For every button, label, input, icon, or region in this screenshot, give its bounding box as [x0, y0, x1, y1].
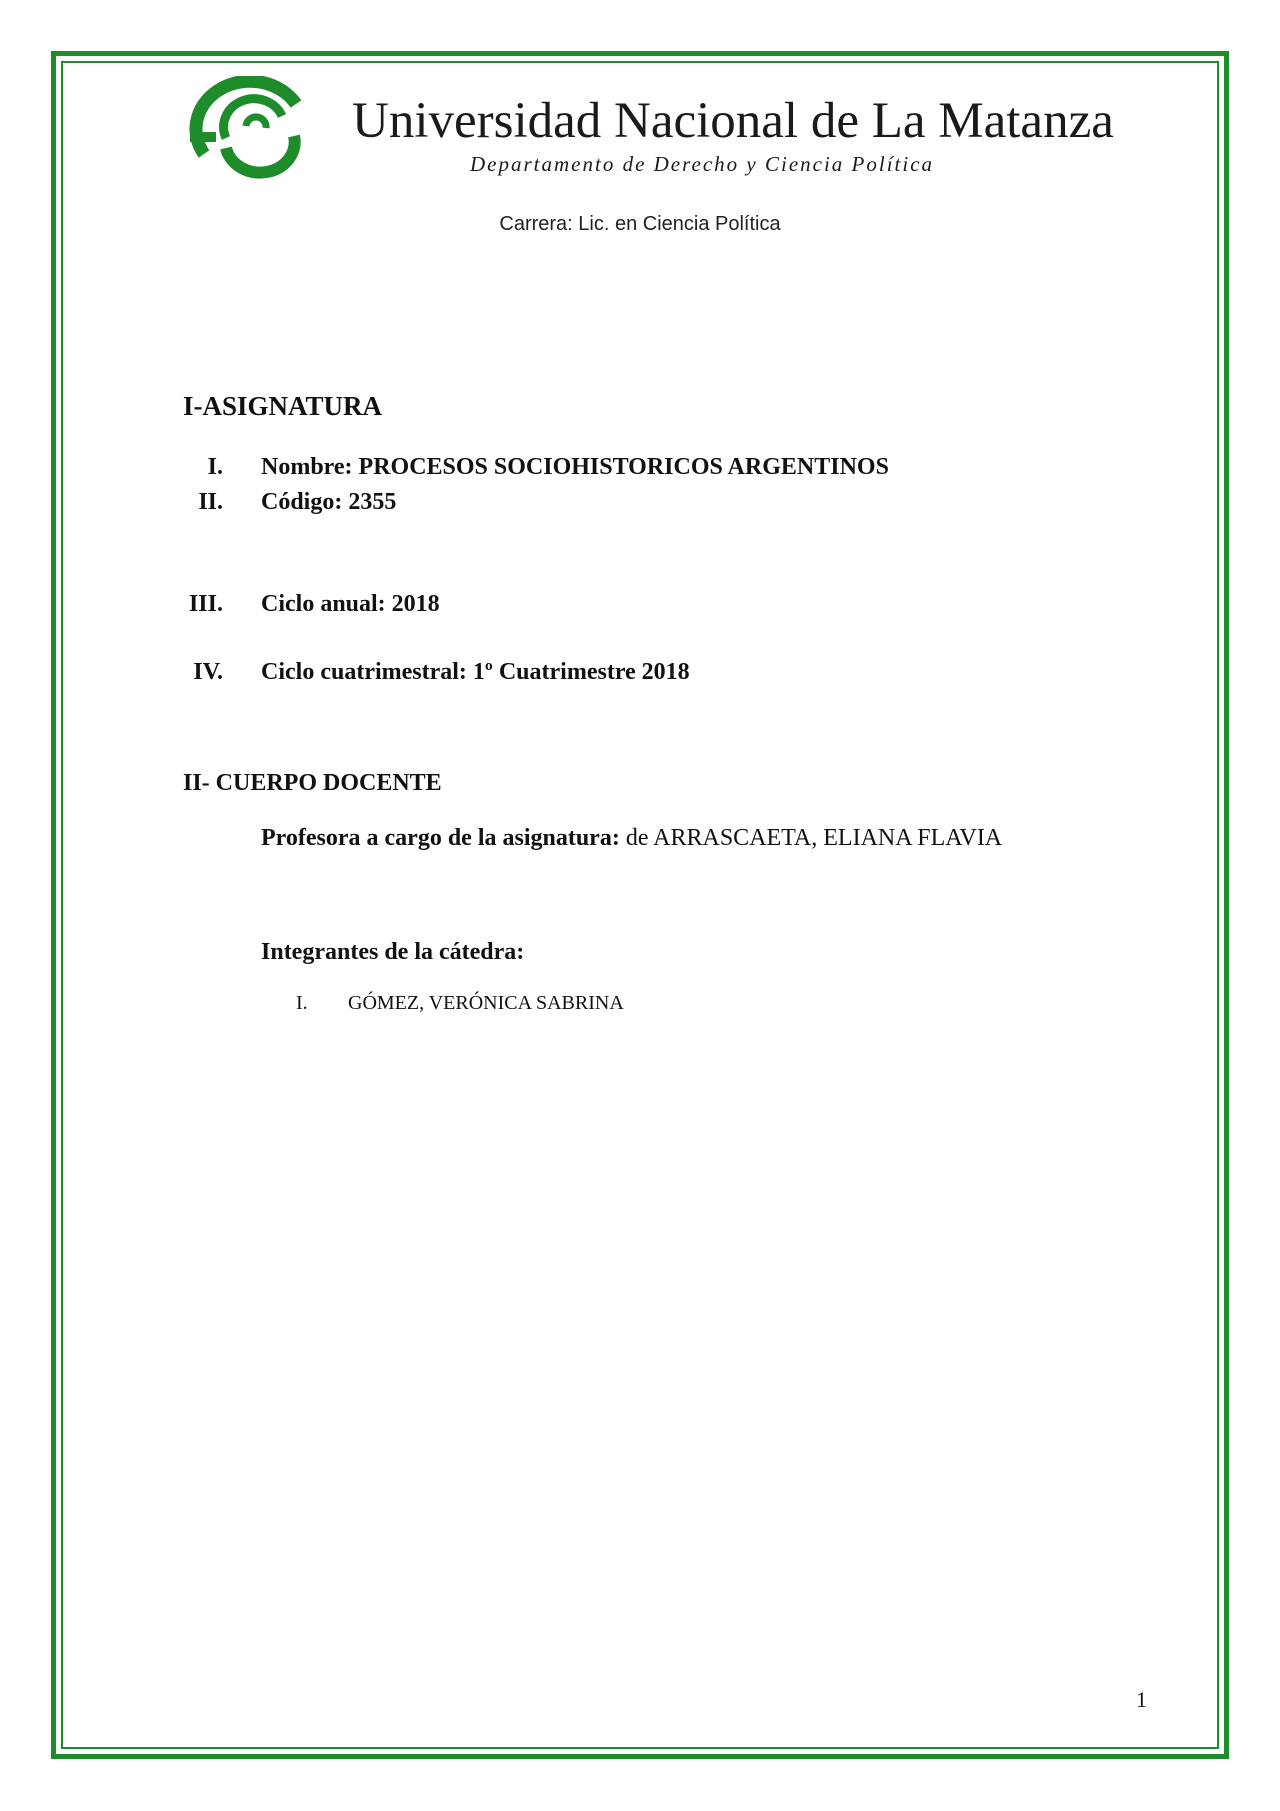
subject-name-row [0, 455, 1280, 485]
member-name: GÓMEZ, VERÓNICA SABRINA [348, 992, 624, 1014]
item-number: II. [198, 489, 223, 515]
page-border-inner [61, 61, 1219, 1749]
member-number: I. [296, 992, 308, 1014]
subject-name: Nombre: PROCESOS SOCIOHISTORICOS ARGENTINOS [261, 454, 889, 480]
item-number: I. [207, 454, 223, 480]
professor-line [261, 826, 1002, 850]
department-name: Departamento de Derecho y Ciencia Política [470, 152, 935, 176]
university-name: Universidad Nacional de La Matanza [352, 93, 1114, 149]
member-item [0, 993, 1280, 1023]
university-logo [186, 76, 312, 186]
members-label: Integrantes de la cátedra: [261, 939, 525, 965]
subject-code: Código: 2355 [261, 489, 397, 515]
subject-code-row [0, 490, 1280, 520]
page-number: 1 [1136, 1687, 1147, 1712]
section-heading-cuerpo-docente: II- CUERPO DOCENTE [183, 770, 442, 796]
semester-cycle: Ciclo cuatrimestral: 1º Cuatrimestre 2018 [261, 659, 690, 685]
item-number: IV. [193, 659, 223, 685]
career-line: Carrera: Lic. en Ciencia Política [499, 213, 781, 235]
professor-label: Profesora a cargo de la asignatura: [261, 825, 620, 851]
section-heading-asignatura: I-ASIGNATURA [183, 391, 383, 421]
annual-cycle: Ciclo anual: 2018 [261, 591, 440, 617]
item-number: III. [188, 591, 223, 617]
semester-cycle-row [0, 660, 1280, 690]
annual-cycle-row [0, 592, 1280, 622]
professor-name: de ARRASCAETA, ELIANA FLAVIA [619, 825, 1003, 851]
